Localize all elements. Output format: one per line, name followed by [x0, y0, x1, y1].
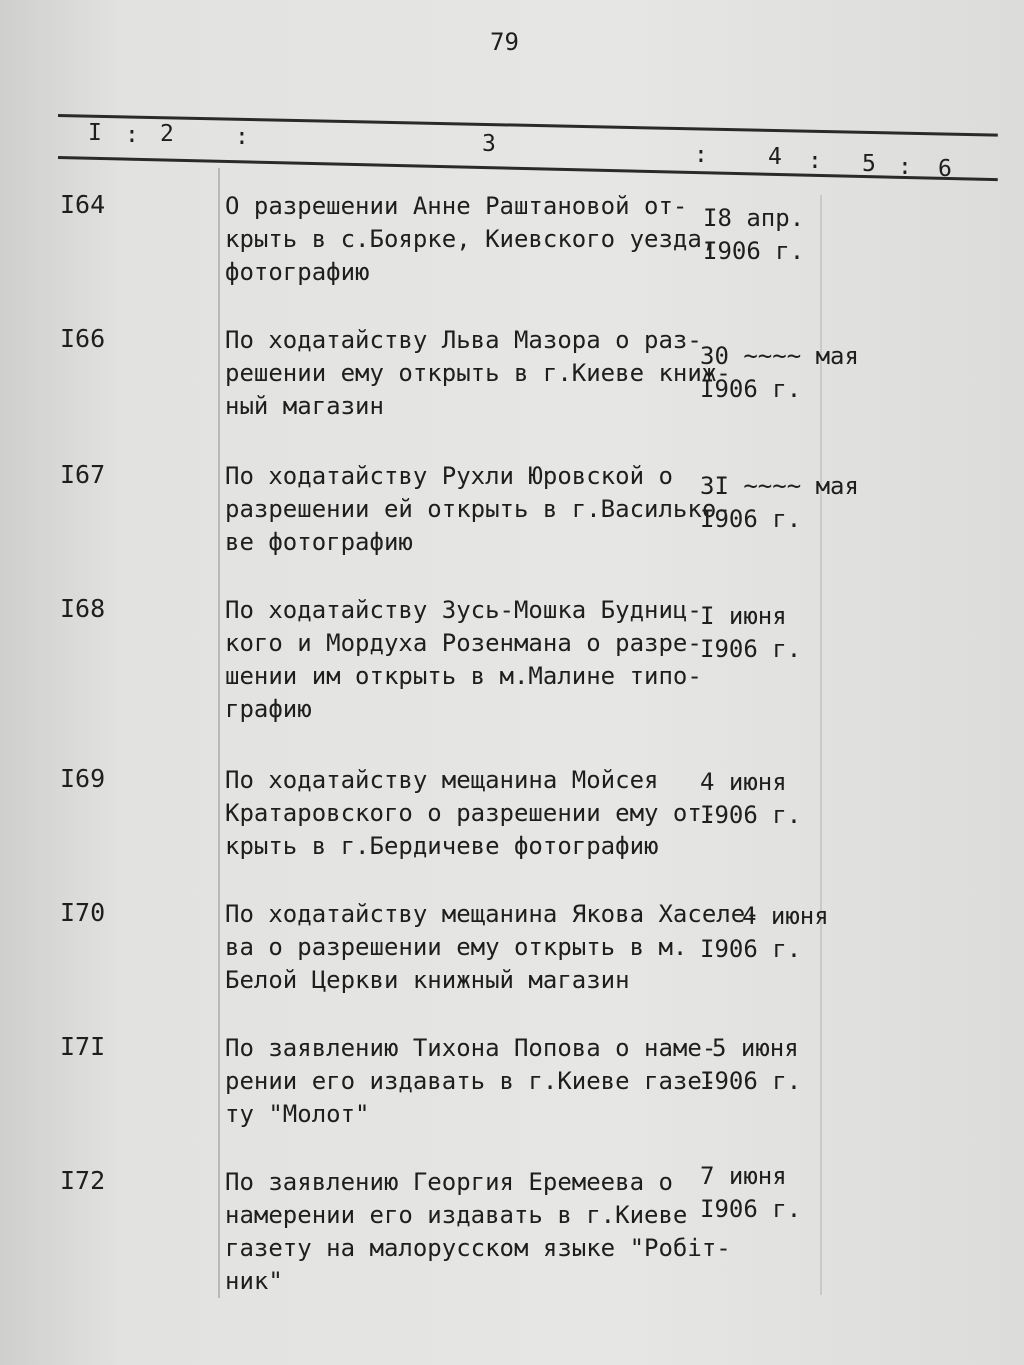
description-line: О разрешении Анне Раштановой от- [225, 192, 688, 220]
entry-date [700, 1160, 801, 1226]
entry-date [700, 600, 801, 666]
description-line: крыть в с.Боярке, Киевского уезда, [225, 225, 717, 253]
date-line: 30 ~~~~ мая [700, 342, 859, 370]
date-line: I906 г. [700, 1195, 802, 1223]
entry-date [700, 1032, 802, 1098]
description-line: кого и Мордуха Розенмана о разре- [225, 629, 702, 657]
column-separator: : [898, 154, 912, 180]
date-line: 4 июня [700, 768, 787, 796]
description-line: По заявлению Тихона Попова о наме- [225, 1034, 717, 1062]
description-line: решении ему открыть в г.Киеве книж- [225, 359, 731, 387]
entry-description [225, 190, 717, 289]
date-line: I906 г. [703, 237, 805, 265]
date-line: 7 июня [700, 1162, 787, 1190]
date-line: 5 июня [712, 1034, 799, 1062]
description-line: фотографию [225, 258, 370, 286]
date-line: I906 г. [700, 375, 802, 403]
entry-number: I72 [60, 1166, 106, 1195]
date-line: I906 г. [700, 635, 802, 663]
entry-number: I64 [60, 190, 106, 219]
page-number: 79 [490, 28, 519, 56]
date-line: I8 апр. [703, 204, 805, 232]
date-line: 3I ~~~~ мая [700, 472, 859, 500]
date-line: I906 г. [700, 935, 802, 963]
description-line: По ходатайству Зусь-Мошка Будниц- [225, 596, 702, 624]
column-separator: : [808, 148, 822, 174]
entry-date [703, 202, 804, 268]
description-line: Кратаровского о разрешении ему от- [225, 799, 717, 827]
entry-number: I7I [60, 1032, 106, 1061]
description-line: разрешении ей открыть в г.Василько- [225, 495, 731, 523]
entry-description [225, 324, 731, 423]
description-line: Белой Церкви книжный магазин [225, 966, 630, 994]
entry-number: I66 [60, 324, 106, 353]
description-line: шении им открыть в м.Малине типо- [225, 662, 702, 690]
entry-number: I70 [60, 898, 106, 927]
column-header-2: 2 [160, 121, 174, 147]
column-separator: : [694, 142, 708, 168]
date-line: I906 г. [700, 1067, 802, 1095]
entry-date [700, 900, 829, 966]
entry-date [700, 470, 859, 536]
column-divider [218, 168, 220, 1298]
entry-description [225, 460, 731, 559]
date-line: I июня [700, 602, 787, 630]
entry-number: I69 [60, 764, 106, 793]
description-line: По заявлению Георгия Еремеева о [225, 1168, 673, 1196]
header-bottom-rule [58, 156, 998, 181]
description-line: ник" [225, 1267, 283, 1295]
entry-date [700, 340, 859, 406]
description-line: крыть в г.Бердичеве фотографию [225, 832, 659, 860]
entry-number: I67 [60, 460, 106, 489]
entry-description [225, 1166, 731, 1298]
entry-date [700, 766, 801, 832]
description-line: По ходатайству мещанина Мойсея [225, 766, 659, 794]
description-line: По ходатайству Льва Мазора о раз- [225, 326, 702, 354]
column-header-4: 4 [768, 144, 782, 170]
description-line: графию [225, 695, 312, 723]
description-line: ве фотографию [225, 528, 413, 556]
entry-description [225, 764, 717, 863]
column-separator: : [125, 122, 139, 148]
description-line: намерении его издавать в г.Киеве [225, 1201, 688, 1229]
entry-description [225, 594, 702, 726]
description-line: По ходатайству Рухли Юровской о [225, 462, 673, 490]
date-line: 4 июня [742, 902, 829, 930]
description-line: рении его издавать в г.Киеве газе- [225, 1067, 717, 1095]
column-separator: : [235, 124, 249, 150]
description-line: ва о разрешении ему открыть в м. [225, 933, 688, 961]
description-line: По ходатайству мещанина Якова Хаселе- [225, 900, 760, 928]
date-line: I906 г. [700, 505, 802, 533]
column-header-3: 3 [482, 131, 496, 157]
column-header-1: I [88, 120, 102, 146]
entry-number: I68 [60, 594, 106, 623]
entry-description [225, 1032, 717, 1131]
date-line: I906 г. [700, 801, 802, 829]
header-top-rule [58, 114, 998, 137]
column-header-6: 6 [938, 156, 952, 182]
description-line: ный магазин [225, 392, 384, 420]
description-line: ту "Молот" [225, 1100, 370, 1128]
column-header-5: 5 [862, 151, 876, 177]
description-line: газету на малорусском языке "Робіт- [225, 1234, 731, 1262]
